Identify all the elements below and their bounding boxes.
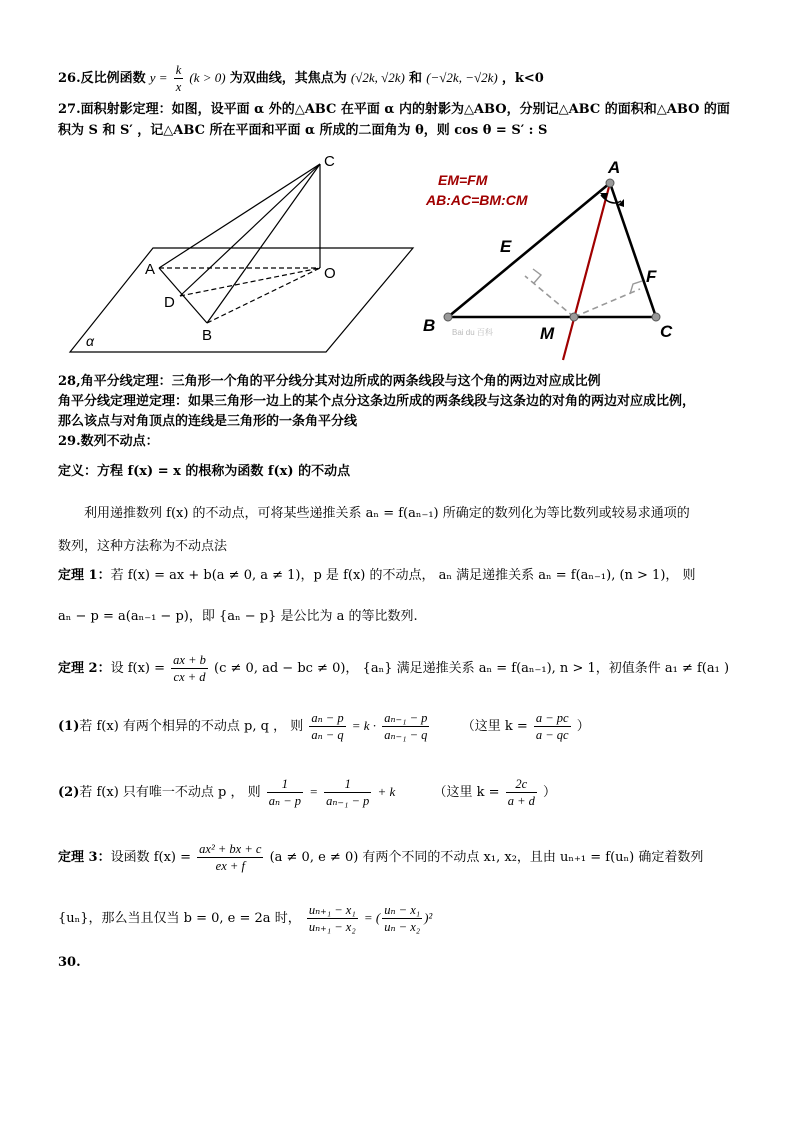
s29-c2-note: （这里 k = [433,785,500,800]
s29-c1-pre: 若 f(x) 有两个相异的不动点 p, q ， 则 [79,719,304,734]
s26-focus-2: (−√2k, −√2k) [426,70,498,85]
s29-thm3-fn: ax² + bx + c [199,842,262,856]
perp-ME [525,276,574,317]
label-alpha: α [86,333,94,349]
s29-thm3-eq: = ( [363,910,381,925]
s29-case-2 [58,776,556,809]
s29-c2-eq: = [309,784,318,799]
s29-c2-end: ） [543,785,557,800]
s29-c2-label: (2) [58,785,80,800]
s29-thm3-sq: )² [424,910,433,925]
s28-inv-text: ：如果三角形一边上的某个点分这条边所成的两条线段与这条边的对角的两边对应成比例， [175,394,696,409]
s29-thm3-frd: uₙ − x₂ [384,920,421,934]
s28-inv-title: 角平分线定理逆定理 [58,394,176,409]
s29-c2-frac-1 [267,776,303,809]
s29-c2-f2d: aₙ₋₁ − p [326,794,370,808]
s29-case-1 [58,710,590,743]
s29-thm3-frac-left [307,902,358,935]
s29-thm3-pre: 设函数 f(x) = [110,850,192,865]
s29-thm3-fraction [197,841,263,874]
s29-c2-frac-2 [324,776,371,809]
segment-CB [207,164,320,323]
s29-thm3-fld: uₙ₊₁ − x₂ [308,920,356,934]
s28-inv-text-2: 那么该点与对角顶点的连线是三角形的一条角平分线 [58,414,358,429]
plane-alpha [70,248,413,352]
s29-c1-frac-2 [382,710,429,743]
s26-focus-1: (√2k, √2k) [350,70,405,85]
s26-tail: ，k<0 [501,71,544,86]
s28-inverse [58,392,695,412]
s29-c1-f2n: aₙ₋₁ − p [384,711,428,725]
s26-fraction [174,62,184,95]
s29-c2-k-frac [506,776,537,809]
s29-thm1-text-2: aₙ − p = a(aₙ₋₁ − p)，即 {aₙ − p} 是公比为 a 的等比数列. [58,609,418,624]
segment-BO [207,268,320,323]
bisector-AM [563,183,610,360]
s29-thm3-l2: {uₙ}，那么当且仅当 b = 0, e = 2a 时， [58,911,301,926]
s30-label: 30. [58,955,81,970]
s29-heading: 29.数列不动点： [58,434,159,449]
segment-CD [180,164,320,296]
s26-title: 反比例函数 [80,71,146,86]
s29-c2-kd: a + d [507,794,535,808]
s29-c1-f1d: aₙ − q [311,728,344,742]
point-B [444,313,452,321]
s29-theorem-3 [58,841,703,874]
label-B: B [423,316,436,335]
label-E: E [500,237,512,256]
s29-c1-kn: a − pc [535,711,569,725]
point-C [652,313,660,321]
s29-c1-k-frac [534,710,571,743]
s29-def-text: 方程 f(x) = x 的根称为函数 f(x) 的不动点 [97,464,351,479]
s26-label: 26. [58,71,81,86]
s29-thm1-text: 若 f(x) = ax + b(a ≠ 0, a ≠ 1)，p 是 f(x) 的不动点， aₙ 满足递推关系 aₙ = f(aₙ₋₁), (n > 1)， 则 [110,568,696,583]
s26-frac-den: x [175,80,182,94]
note-em-fm: EM=FM [438,172,488,188]
s28-text: ：三角形一个角的平分线分其对边所成的两条线段与这个角的两边对应成比例 [158,374,601,389]
point-A [606,179,614,187]
s26-and: 和 [409,71,423,86]
projection-figure [58,150,418,360]
s29-c1-label: (1) [58,719,80,734]
label-C: C [660,322,673,341]
s29-para-2: 数列，这种方法称为不动点法 [58,539,228,554]
label-O: O [324,265,336,282]
s29-thm3-frac-right [382,902,422,935]
section-26 [58,62,544,95]
s29-thm3-fln: uₙ₊₁ − x₁ [308,903,356,917]
s29-c2-kn: 2c [506,776,537,793]
angle-bisector-figure [418,155,698,375]
label-M: M [540,324,555,343]
label-A: A [608,158,621,177]
s29-c1-mid: = k · [351,718,377,733]
s26-eq-lhs: y = [149,70,168,85]
right-angle-E [533,269,541,283]
s28-title: 角平分线定理 [80,374,159,389]
s29-definition [58,462,350,482]
label-C: C [324,153,335,170]
s29-c1-f1n: aₙ − p [311,711,344,725]
s29-theorem-3-line-2 [58,902,432,935]
s29-thm2-fn: ax + b [173,653,206,667]
s29-def-label: 定义： [58,464,98,479]
label-F: F [646,267,657,286]
s29-thm1-label: 定理 1： [58,568,111,583]
s29-c2-pre: 若 f(x) 只有唯一不动点 p ， 则 [79,785,261,800]
s29-c1-kd: a − qc [535,728,569,742]
s27-label: 27. [58,102,81,117]
watermark: Bai du 百科 [452,328,493,337]
s26-frac-num: k [175,63,182,77]
s27-line-2: 积为 S 和 S′ ，记△ABC 所在平面和平面 α 所成的二面角为 θ，则 cos θ = S′ : S [58,123,548,138]
s28-label: 28, [58,374,81,389]
label-B: B [202,327,213,344]
s26-mid-text: 为双曲线，其焦点为 [229,71,347,86]
section-27-line-1 [58,100,730,120]
s29-theorem-1 [58,566,696,586]
s29-c1-end: ） [576,719,590,734]
s29-thm3-label: 定理 3： [58,850,111,865]
s29-thm3-frn: uₙ − x₁ [384,903,421,917]
s29-theorem-2 [58,652,729,685]
s29-thm2-fraction [171,652,208,685]
s29-thm3-post: (a ≠ 0, e ≠ 0) 有两个不同的不动点 x₁, x₂，且由 uₙ₊₁ = f(uₙ) 确定着数列 [269,850,704,865]
segment-CA [159,164,320,268]
s29-c1-f2d: aₙ₋₁ − q [384,728,428,742]
note-ratio: AB:AC=BM:CM [426,192,528,208]
segment-DO [180,268,320,296]
s27-title: 面积射影定理 [80,102,159,117]
point-M [570,313,578,321]
s29-thm3-fd: ex + f [215,859,245,873]
s29-c2-f2n: 1 [324,776,371,793]
section-28 [58,372,601,392]
s29-c1-note: （这里 k = [461,719,528,734]
s26-condition: (k > 0) [189,70,226,85]
s27-line-1-text: ：如图，设平面 α 外的△ABC 在平面 α 内的射影为△ABO，分别记△ABC 的面积和△ABO 的面 [158,102,730,117]
label-A: A [145,261,156,278]
s29-c2-plus: + k [377,784,396,799]
s29-c1-frac-1 [309,710,345,743]
s29-thm2-fd: cx + d [173,670,206,684]
s29-thm2-post: (c ≠ 0, ad − bc ≠ 0)， {aₙ} 满足递推关系 aₙ = f(aₙ₋₁), n > 1，初值条件 a₁ ≠ f(a₁ ) [214,661,730,676]
s29-c2-f1n: 1 [267,776,303,793]
s29-thm2-pre: 设 f(x) = [110,661,166,676]
label-D: D [164,294,175,311]
s29-thm2-label: 定理 2： [58,661,111,676]
s29-c2-f1d: aₙ − p [268,794,302,808]
s29-para-1: 利用递推数列 f(x) 的不动点，可将某些递推关系 aₙ = f(aₙ₋₁) 所确定的数列化为等比数列或较易求通项的 [84,506,690,521]
